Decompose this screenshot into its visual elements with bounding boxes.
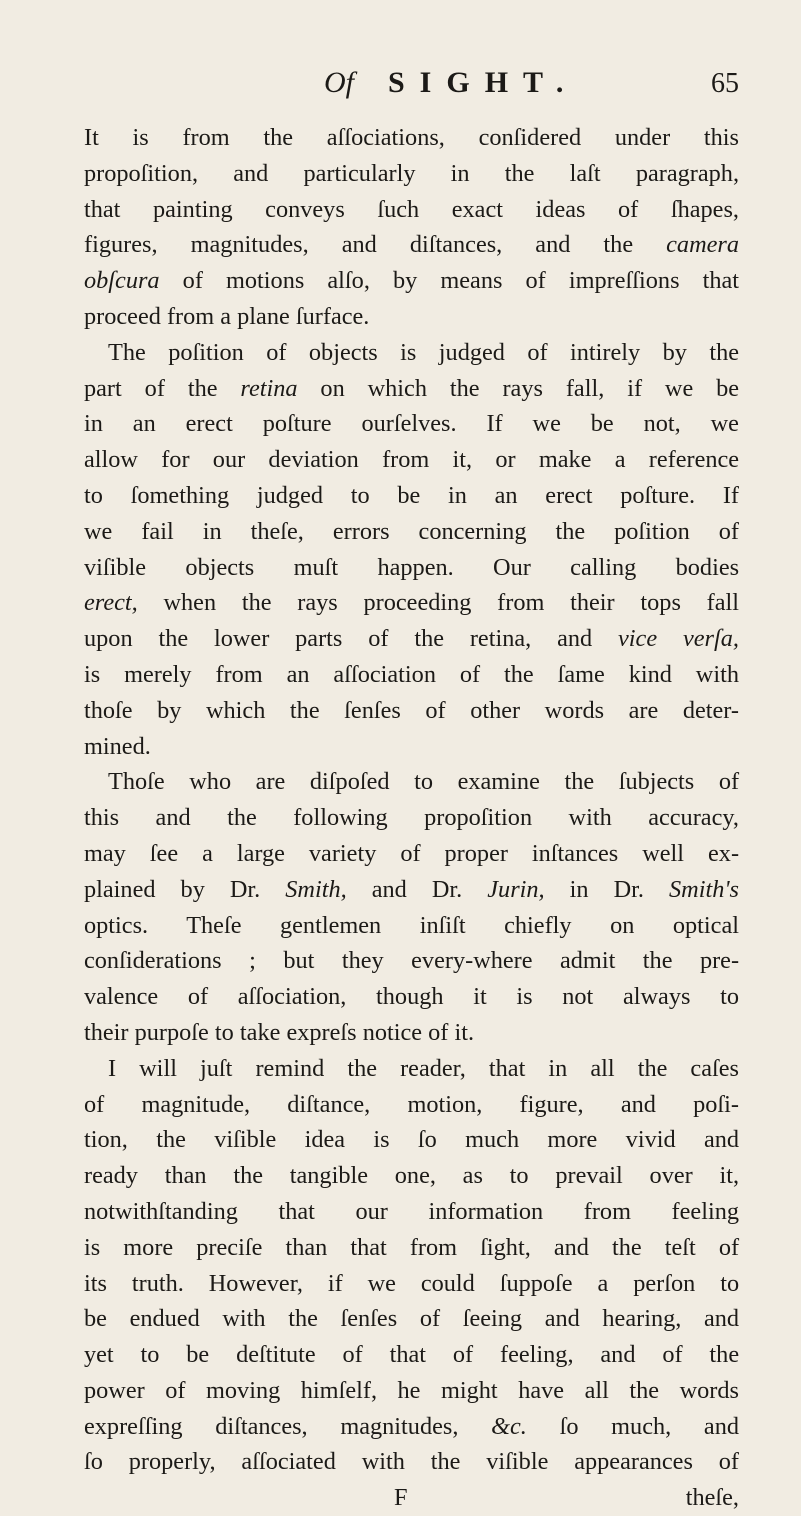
text-line: plained by Dr. Smith, and Dr. Jurin, in Dr. Smith's: [84, 875, 740, 903]
text-line: notwithſtanding that our information from feeling: [84, 1197, 740, 1225]
text-line: be endued with the ſenſes of ſeeing and hearing, and: [84, 1305, 740, 1333]
text-line: viſible objects muſt happen. Our calling bodies: [84, 553, 740, 581]
text-line: conſiderations ; but they every-where admit the pre-: [84, 947, 740, 975]
text-line: allow for our deviation from it, or make a reference: [84, 446, 740, 474]
text-line: ſo properly, aſſociated with the viſible appearances of: [84, 1448, 739, 1476]
signature-mark: F: [394, 1484, 408, 1512]
text-line: power of moving himſelf, he might have all the words: [84, 1376, 739, 1404]
text-line: optics. Theſe gentlemen inſiſt chiefly on optical: [84, 911, 739, 939]
text-line: is more preciſe than that from ſight, and the teſt of: [84, 1233, 740, 1261]
text-line: Thoſe who are diſpoſed to examine the ſubjects of: [108, 768, 740, 796]
text-line: its truth. However, if we could ſuppoſe a perſon to: [84, 1269, 740, 1297]
text-line: this and the following propoſition with accuracy,: [84, 804, 739, 832]
text-line: upon the lower parts of the retina, and vice verſa,: [84, 625, 739, 653]
text-line: It is from the aſſociations, conſidered under this: [84, 124, 739, 151]
text-line: of magnitude, diſtance, motion, figure, and poſi-: [84, 1090, 739, 1118]
text-line: thoſe by which the ſenſes of other words are deter-: [84, 696, 739, 724]
header-title: SIGHT.: [388, 66, 579, 99]
text-line: part of the retina on which the rays fall, if we be: [84, 374, 740, 402]
text-line: in an erect poſture ourſelves. If we be not, we: [84, 410, 739, 438]
header-of: Of: [324, 66, 354, 99]
text-line: expreſſing diſtances, magnitudes, &c. ſo much, and: [84, 1412, 739, 1440]
running-head: [84, 66, 739, 120]
page-number: 65: [711, 68, 739, 99]
text-line: proceed from a plane ſurface.: [84, 302, 370, 330]
text-line: obſcura of motions alſo, by means of impreſſions that: [84, 267, 740, 295]
body-text: [84, 120, 739, 1516]
text-line: their purpoſe to take expreſs notice of it.: [84, 1018, 475, 1046]
text-line: may ſee a large variety of proper inſtances well ex-: [84, 839, 740, 867]
text-line: ready than the tangible one, as to prevail over it,: [84, 1162, 740, 1190]
text-line: to ſomething judged to be in an erect poſture. If: [84, 481, 740, 509]
text-line: I will juſt remind the reader, that in all the caſes: [108, 1054, 739, 1082]
catchword-line: [84, 1480, 739, 1516]
text-line: we fail in theſe, errors concerning the poſition of: [84, 517, 739, 545]
text-line: figures, magnitudes, and diſtances, and the camera: [84, 231, 740, 259]
text-line: The poſition of objects is judged of intirely by the: [108, 338, 740, 366]
text-line: tion, the viſible idea is ſo much more vivid and: [84, 1126, 740, 1154]
text-line: propoſition, and particularly in the laſt paragraph,: [84, 159, 740, 187]
catchword: theſe,: [685, 1484, 739, 1512]
text-line: erect, when the rays proceeding from their tops fall: [84, 589, 740, 617]
text-line: valence of aſſociation, though it is not always to: [84, 983, 739, 1011]
text-line: mined.: [84, 732, 151, 760]
text-line: yet to be deſtitute of that of feeling, and of the: [84, 1341, 740, 1369]
text-line: that painting conveys ſuch exact ideas of ſhapes,: [84, 195, 739, 223]
text-line: is merely from an aſſociation of the ſame kind with: [84, 660, 739, 688]
